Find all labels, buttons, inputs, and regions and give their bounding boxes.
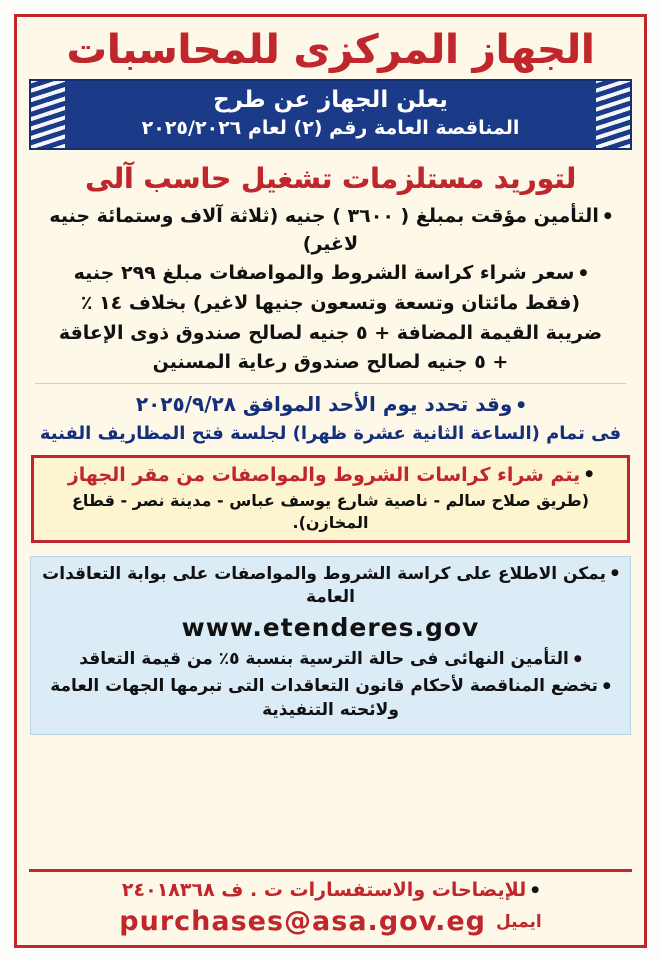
clause-booklet-price: ● سعر شراء كراسة الشروط والمواصفات مبلغ ٢٩٩ جنيه <box>25 260 636 288</box>
purchase-location-box <box>31 455 630 543</box>
contact-phone-line: ● للإيضاحات والاستفسارات ت . ف ٢٤٠١٨٣٦٨ <box>29 878 632 903</box>
email-label: ايميل <box>495 911 542 932</box>
portal-url[interactable]: www.etenderes.gov <box>181 613 480 643</box>
note-final-insurance: ● التأمين النهائى فى حالة الترسية بنسبة ٥٪ من قيمة التعاقد <box>39 648 622 672</box>
purchase-location-address: (طريق صلاح سالم - ناصية شارع يوسف عباس - مدينة نصر - قطاع المخازن). <box>71 491 590 532</box>
announcement-banner <box>29 79 632 150</box>
clause-vat-disability-fund: ضريبة القيمة المضافة + ٥ جنيه لصالح صندوق ذوى الإعاقة <box>58 321 603 344</box>
purchase-location-title: ● يتم شراء كراسات الشروط والمواصفات من مقر الجهاز <box>40 463 621 488</box>
organization-title: الجهاز المركزى للمحاسبات <box>66 27 595 73</box>
clause-session-time: فى تمام (الساعة الثانية عشرة ظهرا) لجلسة فتح المظاريف الفنية <box>39 422 622 444</box>
clauses-section <box>25 203 636 863</box>
clause-provisional-insurance: ● التأمين مؤقت بمبلغ ( ٣٦٠٠ ) جنيه (ثلاثة آلاف وستمائة جنيه لاغير) <box>25 203 636 258</box>
footer-contact <box>29 869 632 937</box>
banner-line-2: المناقصة العامة رقم (٢) لعام ٢٠٢٥/٢٠٢٦ <box>141 116 520 139</box>
clause-session-date: ● وقد تحدد يوم الأحد الموافق ٢٠٢٥/٩/٢٨ <box>25 390 636 419</box>
email-row <box>29 906 632 937</box>
email-address[interactable]: purchases@asa.gov.eg <box>119 906 486 937</box>
banner-line-1: يعلن الجهاز عن طرح <box>213 87 448 113</box>
divider <box>35 383 626 384</box>
note-law-compliance: ● تخضع المناقصة لأحكام قانون التعاقدات التى تبرمها الجهات العامة ولائحته التنفيذية <box>39 675 622 723</box>
advertisement <box>14 14 647 948</box>
tender-subject: لتوريد مستلزمات تشغيل حاسب آلى <box>85 162 576 196</box>
notes-box <box>30 556 631 735</box>
clause-elderly-fund: + ٥ جنيه لصالح صندوق رعاية المسنين <box>152 351 509 374</box>
note-portal-access: ● يمكن الاطلاع على كراسة الشروط والمواصفات على بوابة التعاقدات العامة <box>39 563 622 611</box>
clause-booklet-price-words: (فقط مائتان وتسعة وتسعون جنيها لاغير) بخلاف ١٤ ٪ <box>80 291 581 314</box>
